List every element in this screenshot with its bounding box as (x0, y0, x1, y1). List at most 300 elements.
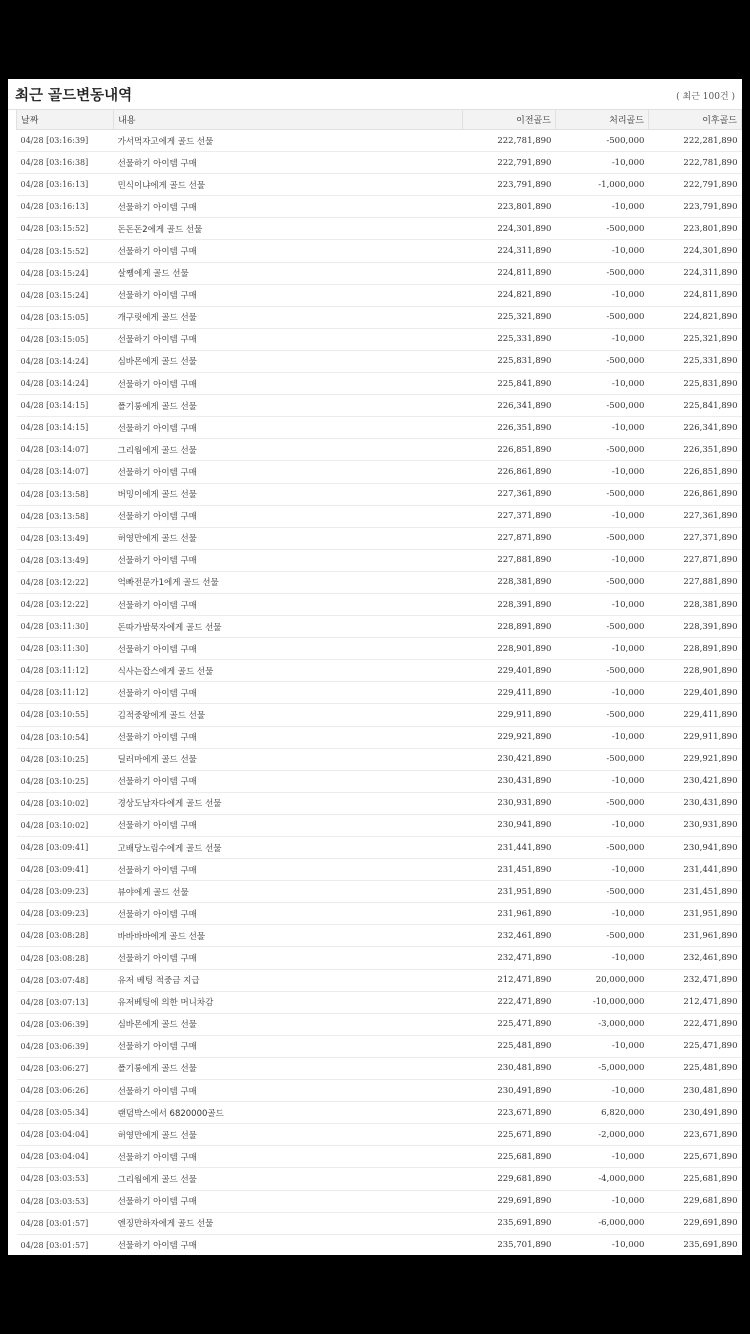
table-row (17, 571, 742, 593)
processed-gold-cell: -10,000 (555, 1146, 648, 1168)
date-cell: 04/28 [03:04:04] (17, 1124, 114, 1146)
table-row (17, 483, 742, 505)
previous-gold-cell: 227,371,890 (462, 505, 555, 527)
previous-gold-cell: 227,361,890 (462, 483, 555, 505)
after-gold-cell: 225,481,890 (648, 1057, 741, 1079)
date-cell: 04/28 [03:14:24] (17, 350, 114, 372)
date-cell: 04/28 [03:14:15] (17, 395, 114, 417)
column-header-processed-gold: 처리골드 (555, 110, 648, 130)
table-row (17, 549, 742, 571)
previous-gold-cell: 230,421,890 (462, 748, 555, 770)
table-row (17, 417, 742, 439)
description-cell: 그리웜에게 골드 선물 (114, 1168, 463, 1190)
after-gold-cell: 226,851,890 (648, 461, 741, 483)
previous-gold-cell: 212,471,890 (462, 969, 555, 991)
processed-gold-cell: -500,000 (555, 837, 648, 859)
previous-gold-cell: 225,671,890 (462, 1124, 555, 1146)
date-cell: 04/28 [03:07:48] (17, 969, 114, 991)
after-gold-cell: 231,951,890 (648, 903, 741, 925)
processed-gold-cell: -10,000 (555, 1080, 648, 1102)
after-gold-cell: 223,791,890 (648, 196, 741, 218)
previous-gold-cell: 229,411,890 (462, 682, 555, 704)
previous-gold-cell: 230,491,890 (462, 1080, 555, 1102)
previous-gold-cell: 228,901,890 (462, 638, 555, 660)
description-cell: 선물하기 아이템 구매 (114, 947, 463, 969)
table-row (17, 616, 742, 638)
previous-gold-cell: 225,331,890 (462, 328, 555, 350)
table-row (17, 991, 742, 1013)
after-gold-cell: 222,791,890 (648, 174, 741, 196)
column-header-description: 내용 (114, 110, 463, 130)
date-cell: 04/28 [03:16:13] (17, 196, 114, 218)
previous-gold-cell: 228,891,890 (462, 616, 555, 638)
processed-gold-cell: -10,000 (555, 814, 648, 836)
page-title: 최근 골드변동내역 (15, 88, 133, 104)
description-cell: 선물하기 아이템 구매 (114, 328, 463, 350)
table-row (17, 925, 742, 947)
previous-gold-cell: 231,951,890 (462, 881, 555, 903)
after-gold-cell: 230,481,890 (648, 1080, 741, 1102)
after-gold-cell: 230,941,890 (648, 837, 741, 859)
date-cell: 04/28 [03:04:04] (17, 1146, 114, 1168)
after-gold-cell: 229,921,890 (648, 748, 741, 770)
table-row (17, 969, 742, 991)
description-cell: 심바몬에게 골드 선물 (114, 350, 463, 372)
description-cell: 선물하기 아이템 구매 (114, 1035, 463, 1057)
processed-gold-cell: -10,000 (555, 903, 648, 925)
table-row (17, 527, 742, 549)
processed-gold-cell: -500,000 (555, 571, 648, 593)
after-gold-cell: 225,321,890 (648, 328, 741, 350)
previous-gold-cell: 225,481,890 (462, 1035, 555, 1057)
previous-gold-cell: 224,821,890 (462, 284, 555, 306)
column-header-date: 날짜 (17, 110, 114, 130)
description-cell: 선물하기 아이템 구매 (114, 240, 463, 262)
description-cell: 선물하기 아이템 구매 (114, 682, 463, 704)
previous-gold-cell: 230,481,890 (462, 1057, 555, 1079)
description-cell: 허영만에게 골드 선물 (114, 1124, 463, 1146)
table-row (17, 770, 742, 792)
date-cell: 04/28 [03:13:58] (17, 505, 114, 527)
processed-gold-cell: -10,000,000 (555, 991, 648, 1013)
processed-gold-cell: -10,000 (555, 682, 648, 704)
after-gold-cell: 224,311,890 (648, 262, 741, 284)
processed-gold-cell: -10,000 (555, 240, 648, 262)
after-gold-cell: 228,381,890 (648, 593, 741, 615)
processed-gold-cell: -500,000 (555, 395, 648, 417)
description-cell: 선물하기 아이템 구매 (114, 549, 463, 571)
table-row (17, 1190, 742, 1212)
date-cell: 04/28 [03:14:07] (17, 461, 114, 483)
description-cell: 선물하기 아이템 구매 (114, 814, 463, 836)
previous-gold-cell: 229,911,890 (462, 704, 555, 726)
after-gold-cell: 225,681,890 (648, 1168, 741, 1190)
processed-gold-cell: -10,000 (555, 196, 648, 218)
previous-gold-cell: 224,811,890 (462, 262, 555, 284)
previous-gold-cell: 226,351,890 (462, 417, 555, 439)
date-cell: 04/28 [03:16:13] (17, 174, 114, 196)
previous-gold-cell: 232,461,890 (462, 925, 555, 947)
processed-gold-cell: -500,000 (555, 792, 648, 814)
previous-gold-cell: 232,471,890 (462, 947, 555, 969)
description-cell: 선물하기 아이템 구매 (114, 593, 463, 615)
table-row (17, 262, 742, 284)
after-gold-cell: 227,361,890 (648, 505, 741, 527)
date-cell: 04/28 [03:13:58] (17, 483, 114, 505)
description-cell: 심바몬에게 골드 선물 (114, 1013, 463, 1035)
date-cell: 04/28 [03:06:39] (17, 1035, 114, 1057)
table-row (17, 1212, 742, 1234)
after-gold-cell: 224,811,890 (648, 284, 741, 306)
after-gold-cell: 229,911,890 (648, 726, 741, 748)
after-gold-cell: 224,821,890 (648, 306, 741, 328)
date-cell: 04/28 [03:16:38] (17, 152, 114, 174)
table-row (17, 859, 742, 881)
after-gold-cell: 222,781,890 (648, 152, 741, 174)
description-cell: 선물하기 아이템 구매 (114, 1146, 463, 1168)
description-cell: 선물하기 아이템 구매 (114, 859, 463, 881)
table-row (17, 373, 742, 395)
table-row (17, 903, 742, 925)
table-row (17, 1035, 742, 1057)
after-gold-cell: 227,881,890 (648, 571, 741, 593)
previous-gold-cell: 230,931,890 (462, 792, 555, 814)
after-gold-cell: 225,671,890 (648, 1146, 741, 1168)
after-gold-cell: 229,411,890 (648, 704, 741, 726)
previous-gold-cell: 222,471,890 (462, 991, 555, 1013)
description-cell: 딜러마에게 골드 선물 (114, 748, 463, 770)
date-cell: 04/28 [03:14:24] (17, 373, 114, 395)
description-cell: 선물하기 아이템 구매 (114, 1080, 463, 1102)
previous-gold-cell: 231,961,890 (462, 903, 555, 925)
previous-gold-cell: 225,831,890 (462, 350, 555, 372)
after-gold-cell: 225,331,890 (648, 350, 741, 372)
date-cell: 04/28 [03:03:53] (17, 1168, 114, 1190)
processed-gold-cell: -10,000 (555, 417, 648, 439)
date-cell: 04/28 [03:13:49] (17, 527, 114, 549)
description-cell: 유저 베팅 적중금 지급 (114, 969, 463, 991)
date-cell: 04/28 [03:11:30] (17, 638, 114, 660)
description-cell: 선물하기 아이템 구매 (114, 461, 463, 483)
table-row (17, 196, 742, 218)
table-header-row (17, 110, 742, 130)
processed-gold-cell: -3,000,000 (555, 1013, 648, 1035)
after-gold-cell: 227,371,890 (648, 527, 741, 549)
table-row (17, 660, 742, 682)
table-row (17, 1057, 742, 1079)
table-row (17, 792, 742, 814)
previous-gold-cell: 222,781,890 (462, 130, 555, 152)
after-gold-cell: 228,391,890 (648, 616, 741, 638)
previous-gold-cell: 225,681,890 (462, 1146, 555, 1168)
date-cell: 04/28 [03:14:07] (17, 439, 114, 461)
description-cell: 선물하기 아이템 구매 (114, 417, 463, 439)
previous-gold-cell: 228,391,890 (462, 593, 555, 615)
after-gold-cell: 226,351,890 (648, 439, 741, 461)
description-cell: 돈돈돈2에게 골드 선물 (114, 218, 463, 240)
processed-gold-cell: -10,000 (555, 152, 648, 174)
processed-gold-cell: -10,000 (555, 1234, 648, 1255)
description-cell: 가서먹자고에게 골드 선물 (114, 130, 463, 152)
after-gold-cell: 225,831,890 (648, 373, 741, 395)
date-cell: 04/28 [03:15:24] (17, 284, 114, 306)
date-cell: 04/28 [03:10:25] (17, 748, 114, 770)
table-row (17, 1102, 742, 1124)
processed-gold-cell: -2,000,000 (555, 1124, 648, 1146)
column-header-after-gold: 이후골드 (648, 110, 741, 130)
date-cell: 04/28 [03:06:39] (17, 1013, 114, 1035)
after-gold-cell: 231,441,890 (648, 859, 741, 881)
after-gold-cell: 232,471,890 (648, 969, 741, 991)
processed-gold-cell: -500,000 (555, 306, 648, 328)
table-row (17, 1146, 742, 1168)
date-cell: 04/28 [03:03:53] (17, 1190, 114, 1212)
description-cell: 폴기룽에게 골드 선물 (114, 395, 463, 417)
table-row (17, 306, 742, 328)
description-cell: 바바바바에게 골드 선물 (114, 925, 463, 947)
description-cell: 선물하기 아이템 구매 (114, 196, 463, 218)
processed-gold-cell: -500,000 (555, 350, 648, 372)
table-row (17, 350, 742, 372)
date-cell: 04/28 [03:15:52] (17, 218, 114, 240)
date-cell: 04/28 [03:01:57] (17, 1212, 114, 1234)
processed-gold-cell: -10,000 (555, 859, 648, 881)
date-cell: 04/28 [03:12:22] (17, 571, 114, 593)
after-gold-cell: 229,401,890 (648, 682, 741, 704)
after-gold-cell: 227,871,890 (648, 549, 741, 571)
previous-gold-cell: 229,681,890 (462, 1168, 555, 1190)
description-cell: 개구릿에게 골드 선물 (114, 306, 463, 328)
table-row (17, 1013, 742, 1035)
table-row (17, 881, 742, 903)
after-gold-cell: 225,471,890 (648, 1035, 741, 1057)
table-row (17, 395, 742, 417)
table-row (17, 1234, 742, 1255)
processed-gold-cell: -10,000 (555, 726, 648, 748)
after-gold-cell: 230,421,890 (648, 770, 741, 792)
table-row (17, 152, 742, 174)
description-cell: 선물하기 아이템 구매 (114, 903, 463, 925)
table-row (17, 439, 742, 461)
previous-gold-cell: 222,791,890 (462, 152, 555, 174)
date-cell: 04/28 [03:10:02] (17, 792, 114, 814)
previous-gold-cell: 235,691,890 (462, 1212, 555, 1234)
previous-gold-cell: 224,311,890 (462, 240, 555, 262)
after-gold-cell: 224,301,890 (648, 240, 741, 262)
table-row (17, 1124, 742, 1146)
date-cell: 04/28 [03:06:27] (17, 1057, 114, 1079)
gold-history-panel (8, 79, 742, 1255)
table-row (17, 218, 742, 240)
previous-gold-cell: 227,881,890 (462, 549, 555, 571)
table-row (17, 505, 742, 527)
processed-gold-cell: -500,000 (555, 483, 648, 505)
after-gold-cell: 229,691,890 (648, 1212, 741, 1234)
after-gold-cell: 226,341,890 (648, 417, 741, 439)
after-gold-cell: 223,801,890 (648, 218, 741, 240)
after-gold-cell: 231,451,890 (648, 881, 741, 903)
after-gold-cell: 230,491,890 (648, 1102, 741, 1124)
date-cell: 04/28 [03:11:30] (17, 616, 114, 638)
table-row (17, 593, 742, 615)
description-cell: 엔징만하자에게 골드 선물 (114, 1212, 463, 1234)
date-cell: 04/28 [03:15:05] (17, 306, 114, 328)
processed-gold-cell: -10,000 (555, 1035, 648, 1057)
processed-gold-cell: -500,000 (555, 218, 648, 240)
record-count-label: ( 최근 100건 ) (676, 92, 735, 102)
description-cell: 살쪵에게 골드 선물 (114, 262, 463, 284)
table-row (17, 240, 742, 262)
after-gold-cell: 235,691,890 (648, 1234, 741, 1255)
description-cell: 랜덤박스에서 6820000골드 (114, 1102, 463, 1124)
previous-gold-cell: 223,801,890 (462, 196, 555, 218)
processed-gold-cell: -500,000 (555, 748, 648, 770)
previous-gold-cell: 225,841,890 (462, 373, 555, 395)
table-row (17, 461, 742, 483)
column-header-previous-gold: 이전골드 (462, 110, 555, 130)
processed-gold-cell: -1,000,000 (555, 174, 648, 196)
processed-gold-cell: -500,000 (555, 262, 648, 284)
description-cell: 선물하기 아이템 구매 (114, 638, 463, 660)
processed-gold-cell: -10,000 (555, 638, 648, 660)
after-gold-cell: 222,471,890 (648, 1013, 741, 1035)
previous-gold-cell: 227,871,890 (462, 527, 555, 549)
date-cell: 04/28 [03:10:25] (17, 770, 114, 792)
table-row (17, 1080, 742, 1102)
after-gold-cell: 229,681,890 (648, 1190, 741, 1212)
processed-gold-cell: -10,000 (555, 284, 648, 306)
previous-gold-cell: 223,671,890 (462, 1102, 555, 1124)
table-row (17, 726, 742, 748)
description-cell: 식사는잡스에게 골드 선물 (114, 660, 463, 682)
processed-gold-cell: -500,000 (555, 704, 648, 726)
processed-gold-cell: -10,000 (555, 549, 648, 571)
after-gold-cell: 230,931,890 (648, 814, 741, 836)
after-gold-cell: 222,281,890 (648, 130, 741, 152)
processed-gold-cell: -6,000,000 (555, 1212, 648, 1234)
previous-gold-cell: 226,851,890 (462, 439, 555, 461)
description-cell: 경상도남자다에게 골드 선물 (114, 792, 463, 814)
previous-gold-cell: 228,381,890 (462, 571, 555, 593)
processed-gold-cell: -10,000 (555, 770, 648, 792)
processed-gold-cell: -4,000,000 (555, 1168, 648, 1190)
processed-gold-cell: -10,000 (555, 328, 648, 350)
description-cell: 고배당노림수에게 골드 선물 (114, 837, 463, 859)
after-gold-cell: 228,901,890 (648, 660, 741, 682)
description-cell: 버밍이에게 골드 선물 (114, 483, 463, 505)
previous-gold-cell: 225,471,890 (462, 1013, 555, 1035)
after-gold-cell: 228,891,890 (648, 638, 741, 660)
processed-gold-cell: -500,000 (555, 130, 648, 152)
date-cell: 04/28 [03:09:23] (17, 903, 114, 925)
previous-gold-cell: 226,341,890 (462, 395, 555, 417)
date-cell: 04/28 [03:09:41] (17, 837, 114, 859)
table-row (17, 638, 742, 660)
processed-gold-cell: -10,000 (555, 1190, 648, 1212)
date-cell: 04/28 [03:09:23] (17, 881, 114, 903)
date-cell: 04/28 [03:11:12] (17, 682, 114, 704)
description-cell: 민식이냐에게 골드 선물 (114, 174, 463, 196)
previous-gold-cell: 230,431,890 (462, 770, 555, 792)
description-cell: 유저베팅에 의한 머니차감 (114, 991, 463, 1013)
after-gold-cell: 231,961,890 (648, 925, 741, 947)
table-row (17, 682, 742, 704)
previous-gold-cell: 235,701,890 (462, 1234, 555, 1255)
after-gold-cell: 225,841,890 (648, 395, 741, 417)
description-cell: 선물하기 아이템 구매 (114, 152, 463, 174)
after-gold-cell: 226,861,890 (648, 483, 741, 505)
previous-gold-cell: 229,401,890 (462, 660, 555, 682)
processed-gold-cell: -500,000 (555, 660, 648, 682)
date-cell: 04/28 [03:12:22] (17, 593, 114, 615)
table-row (17, 837, 742, 859)
date-cell: 04/28 [03:08:28] (17, 925, 114, 947)
processed-gold-cell: -500,000 (555, 881, 648, 903)
date-cell: 04/28 [03:06:26] (17, 1080, 114, 1102)
table-row (17, 947, 742, 969)
table-body (17, 130, 742, 1256)
date-cell: 04/28 [03:09:41] (17, 859, 114, 881)
processed-gold-cell: -500,000 (555, 616, 648, 638)
date-cell: 04/28 [03:15:52] (17, 240, 114, 262)
table-row (17, 1168, 742, 1190)
date-cell: 04/28 [03:07:13] (17, 991, 114, 1013)
description-cell: 그리웜에게 골드 선물 (114, 439, 463, 461)
table-row (17, 328, 742, 350)
description-cell: 선물하기 아이템 구매 (114, 726, 463, 748)
table-row (17, 174, 742, 196)
description-cell: 선물하기 아이템 구매 (114, 505, 463, 527)
date-cell: 04/28 [03:01:57] (17, 1234, 114, 1255)
description-cell: 선물하기 아이템 구매 (114, 770, 463, 792)
processed-gold-cell: -10,000 (555, 505, 648, 527)
description-cell: 선물하기 아이템 구매 (114, 1234, 463, 1255)
processed-gold-cell: -10,000 (555, 593, 648, 615)
date-cell: 04/28 [03:10:02] (17, 814, 114, 836)
processed-gold-cell: 20,000,000 (555, 969, 648, 991)
previous-gold-cell: 224,301,890 (462, 218, 555, 240)
table-row (17, 748, 742, 770)
previous-gold-cell: 229,691,890 (462, 1190, 555, 1212)
previous-gold-cell: 231,451,890 (462, 859, 555, 881)
processed-gold-cell: -500,000 (555, 439, 648, 461)
processed-gold-cell: -10,000 (555, 461, 648, 483)
description-cell: 선물하기 아이템 구매 (114, 284, 463, 306)
processed-gold-cell: -500,000 (555, 527, 648, 549)
table-row (17, 704, 742, 726)
description-cell: 돈따가밤묵자에게 골드 선물 (114, 616, 463, 638)
date-cell: 04/28 [03:15:24] (17, 262, 114, 284)
table-row (17, 284, 742, 306)
previous-gold-cell: 231,441,890 (462, 837, 555, 859)
date-cell: 04/28 [03:10:54] (17, 726, 114, 748)
date-cell: 04/28 [03:16:39] (17, 130, 114, 152)
table-row (17, 130, 742, 152)
after-gold-cell: 230,431,890 (648, 792, 741, 814)
previous-gold-cell: 226,861,890 (462, 461, 555, 483)
date-cell: 04/28 [03:10:55] (17, 704, 114, 726)
after-gold-cell: 232,461,890 (648, 947, 741, 969)
date-cell: 04/28 [03:05:34] (17, 1102, 114, 1124)
previous-gold-cell: 225,321,890 (462, 306, 555, 328)
description-cell: 억빠전문가1에게 골드 선물 (114, 571, 463, 593)
gold-history-table (16, 109, 742, 1255)
previous-gold-cell: 229,921,890 (462, 726, 555, 748)
after-gold-cell: 223,671,890 (648, 1124, 741, 1146)
processed-gold-cell: -500,000 (555, 925, 648, 947)
table-row (17, 814, 742, 836)
description-cell: 폴기룽에게 골드 선물 (114, 1057, 463, 1079)
